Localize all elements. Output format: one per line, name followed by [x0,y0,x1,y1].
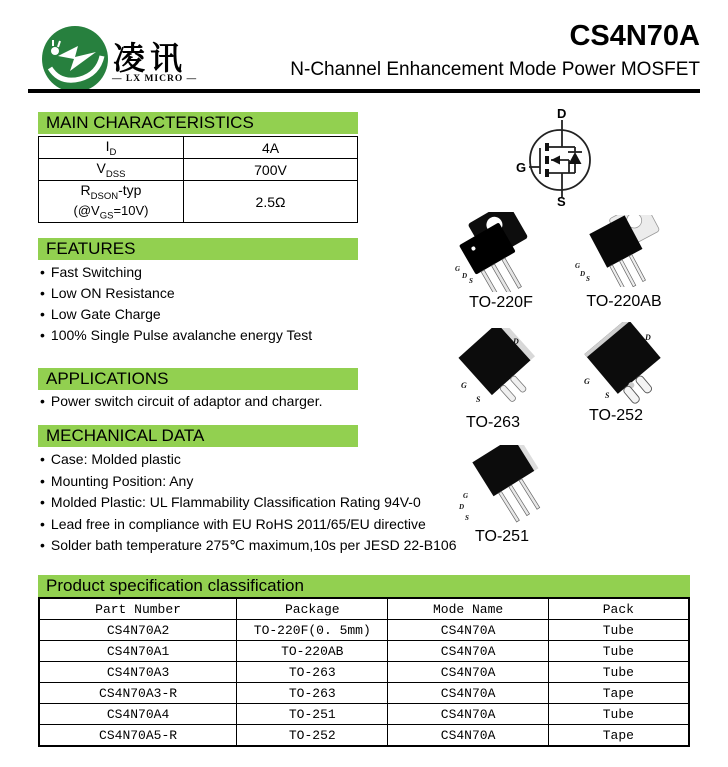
cell-package: TO-263 [237,683,388,704]
logo-chinese-name: 凌讯 [113,39,188,77]
list-item: • Power switch circuit of adaptor and charger. [40,393,323,409]
param-rdson-value: 2.5Ω [184,181,358,223]
product-spec-table [38,597,690,747]
to220f-body [452,212,548,292]
cell-package: TO-252 [237,725,388,747]
bullet-icon: • [40,306,45,322]
column-header: Mode Name [388,598,548,620]
pin-label-s: S [465,514,469,522]
pin-label-s: S [476,395,481,404]
cell-part-number: CS4N70A3-R [39,683,237,704]
pin-label-g: G [455,265,461,273]
list-item: • Fast Switching [40,264,142,280]
table-row [39,620,689,641]
cell-part-number: CS4N70A2 [39,620,237,641]
cell-package: TO-220F(0. 5mm) [237,620,388,641]
header-divider [28,89,700,93]
package-image-to220f [443,212,548,292]
package-image-to252 [578,322,668,406]
column-header: Pack [548,598,689,620]
bullet-icon: • [40,451,45,467]
to252-lead [622,385,640,405]
section-mechanical-data-header: MECHANICAL DATA [38,425,358,447]
list-item: • Low Gate Charge [40,306,161,322]
pin-label-s: S [605,391,610,400]
param-subscript: DSON [90,190,119,202]
bullet-icon: • [40,494,45,510]
section-spec-classification-header: Product specification classification [38,575,690,597]
cell-pack: Tube [548,620,689,641]
cell-pack: Tube [548,641,689,662]
cell-part-number: CS4N70A1 [39,641,237,662]
cell-part-number: CS4N70A4 [39,704,237,725]
bullet-icon: • [40,285,45,301]
package-image-to251 [450,445,545,527]
package-label-to220f: TO-220F [469,294,533,311]
cell-part-number: CS4N70A5-R [39,725,237,747]
bullet-icon: • [40,393,45,409]
param-vdss-value: 700V [184,159,358,181]
list-item: • Mounting Position: Any [40,472,194,489]
list-item: • Lead free in compliance with EU RoHS 2011/65/EU directive [40,515,426,532]
features-list [40,262,312,346]
main-characteristics-table [38,136,358,223]
section-applications-header: APPLICATIONS [38,368,358,390]
param-symbol: V [96,159,106,176]
cell-mode-name: CS4N70A [388,683,548,704]
list-item: • 100% Single Pulse avalanche energy Test [40,327,313,343]
param-subscript: D [109,146,117,158]
table-row [39,725,689,747]
pin-label-d: D [462,272,468,280]
table-row [39,181,358,223]
list-item: • Case: Molded plastic [40,451,181,467]
table-row [39,662,689,683]
param-subscript: DSS [105,168,126,180]
list-item: • Solder bath temperature 275℃ maximum,10s per JESD 22-B106 [40,537,457,553]
list-item: • Low ON Resistance [40,285,175,301]
param-symbol: I [105,137,110,154]
cell-pack: Tube [548,662,689,683]
cell-package: TO-251 [237,704,388,725]
column-header: Package [237,598,388,620]
to220ab-body [587,215,677,287]
page-subtitle: N-Channel Enhancement Mode Power MOSFET [290,59,700,80]
section-features-header: FEATURES [38,238,358,260]
cell-mode-name: CS4N70A [388,704,548,725]
pin-label-g: G [461,381,467,390]
bullet-icon: • [40,264,45,280]
logo-plug-icon [51,47,59,55]
pin-label-s: S [586,275,590,283]
table-row [39,137,358,159]
table-row [39,683,689,704]
package-label-to251: TO-251 [475,528,529,545]
package-label-to263: TO-263 [466,414,520,431]
to263-lead [499,384,516,402]
pin-label-g: G [584,377,590,386]
symbol-pin-source: S [557,194,566,208]
table-row [39,641,689,662]
param-symbol: R [80,181,91,198]
to251-body [472,445,545,525]
bullet-icon: • [40,515,45,532]
table-row [39,159,358,181]
column-header: Part Number [39,598,237,620]
cell-mode-name: CS4N70A [388,620,548,641]
page-title-part-number: CS4N70A [569,20,700,52]
mechanical-data-list [40,449,457,557]
package-image-to220ab [570,215,680,287]
cell-package: TO-263 [237,662,388,683]
cell-pack: Tube [548,704,689,725]
bullet-icon: • [40,537,45,553]
cell-part-number: CS4N70A3 [39,662,237,683]
table-row [39,704,689,725]
symbol-pin-gate: G [516,160,527,175]
to263-lead [510,375,527,393]
pin-label-d: D [645,333,651,342]
package-image-to263 [450,328,540,410]
param-id-value: 4A [184,137,358,159]
to252-lead [635,375,653,395]
cell-mode-name: CS4N70A [388,662,548,683]
param-id [39,137,184,159]
list-item: • Molded Plastic: UL Flammability Classification Rating 94V-0 [40,494,421,510]
param-rdson [39,181,184,223]
cell-mode-name: CS4N70A [388,725,548,747]
package-label-to220ab: TO-220AB [586,293,662,310]
logo-english-name: — LX MICRO — [112,74,198,84]
pin-label-d: D [513,337,519,346]
cell-pack: Tape [548,683,689,704]
bullet-icon: • [40,472,45,489]
section-main-characteristics-header: MAIN CHARACTERISTICS [38,112,358,134]
pin-label-d: D [580,270,586,278]
package-label-to252: TO-252 [589,407,643,424]
applications-list [40,391,322,412]
cell-pack: Tape [548,725,689,747]
symbol-body-diode [569,152,582,164]
mosfet-symbol-diagram [505,106,620,208]
param-condition: $(@V_{GS}=10V)$ [73,202,149,222]
cell-mode-name: CS4N70A [388,641,548,662]
param-suffix: -typ [118,181,142,198]
symbol-pin-drain: D [557,106,567,121]
to252-body [584,322,668,406]
pin-label-g: G [463,492,469,500]
pin-label-d: D [459,503,465,511]
lx-micro-logo [42,26,108,92]
cell-package: TO-220AB [237,641,388,662]
table-header-row [39,598,689,620]
param-vdss [39,159,184,181]
pin-label-s: S [469,277,473,285]
pin-label-g: G [575,262,581,270]
symbol-arrow [551,156,560,165]
bullet-icon: • [40,327,45,343]
to263-body [458,328,540,409]
